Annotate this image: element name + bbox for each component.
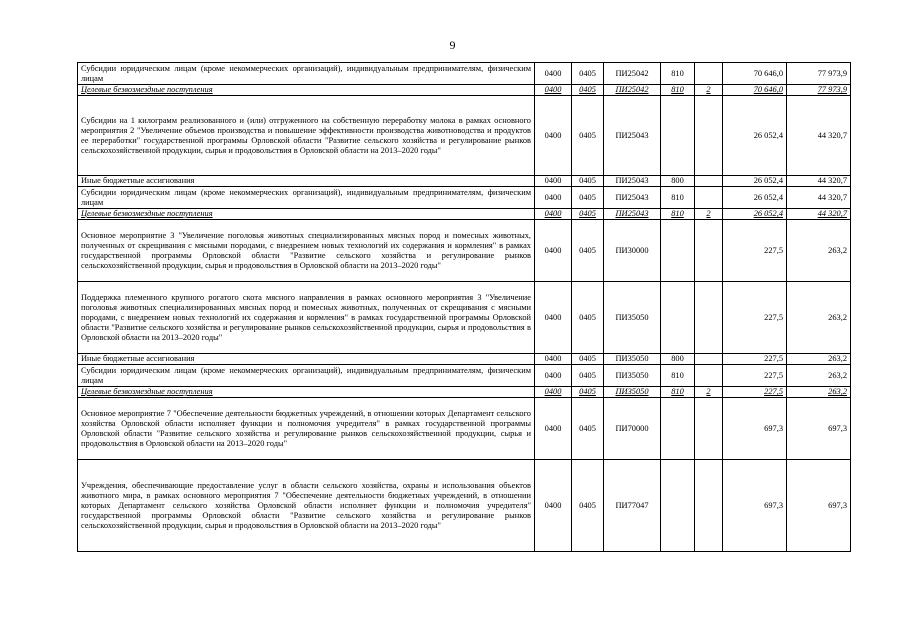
section-code: 0400 xyxy=(535,398,572,460)
source-code xyxy=(695,187,723,209)
subsection-code: 0405 xyxy=(572,63,604,85)
expense-type-code xyxy=(661,398,695,460)
target-article-code: ПИ35050 xyxy=(604,282,661,354)
amount-year-1: 70 646,0 xyxy=(723,63,787,85)
amount-year-1: 697,3 xyxy=(723,398,787,460)
table-row xyxy=(78,187,851,209)
expense-type-code: 810 xyxy=(661,209,695,220)
expense-type-code: 800 xyxy=(661,176,695,187)
source-code xyxy=(695,63,723,85)
section-code: 0400 xyxy=(535,282,572,354)
table-row xyxy=(78,387,851,398)
row-description: Учреждения, обеспечивающие предоставление услуг в области сельского хозяйства, охраны и использования объектов животного мира, в рамках основного мероприятия 7 "Обеспечение деятельности бюджетных учреждений, в отношении которых Департамент сельского хозяйства Орловской области исполняет функции и полномочия учредителя" государственной программы Орловской области "Развитие сельского хозяйства и регулирование рынков сельскохозяйственной продукции, сырья и продовольствия в Орловской области на 2013–2020 годы" xyxy=(78,460,535,552)
amount-year-2: 263,2 xyxy=(787,365,851,387)
table-row xyxy=(78,398,851,460)
table-row xyxy=(78,220,851,282)
table-row xyxy=(78,85,851,96)
section-code: 0400 xyxy=(535,365,572,387)
amount-year-1: 227,5 xyxy=(723,220,787,282)
amount-year-2: 697,3 xyxy=(787,398,851,460)
expense-type-code xyxy=(661,96,695,176)
amount-year-2: 263,2 xyxy=(787,354,851,365)
section-code: 0400 xyxy=(535,85,572,96)
subsection-code: 0405 xyxy=(572,176,604,187)
amount-year-2: 44 320,7 xyxy=(787,176,851,187)
page-number: 9 xyxy=(449,38,456,52)
expense-type-code: 810 xyxy=(661,63,695,85)
target-article-code: ПИ25043 xyxy=(604,187,661,209)
amount-year-2: 77 973,9 xyxy=(787,85,851,96)
target-article-code: ПИ35050 xyxy=(604,354,661,365)
source-code xyxy=(695,354,723,365)
expense-type-code: 810 xyxy=(661,85,695,96)
expense-type-code xyxy=(661,282,695,354)
subsection-code: 0405 xyxy=(572,365,604,387)
amount-year-2: 44 320,7 xyxy=(787,96,851,176)
expense-type-code: 810 xyxy=(661,365,695,387)
table-body xyxy=(78,63,851,552)
row-description: Субсидии юридическим лицам (кроме некоммерческих организаций), индивидуальным предпринимателям, физическим лицам xyxy=(78,187,535,209)
section-code: 0400 xyxy=(535,96,572,176)
section-code: 0400 xyxy=(535,354,572,365)
amount-year-2: 77 973,9 xyxy=(787,63,851,85)
expense-type-code xyxy=(661,220,695,282)
expense-type-code: 800 xyxy=(661,354,695,365)
subsection-code: 0405 xyxy=(572,187,604,209)
amount-year-1: 70 646,0 xyxy=(723,85,787,96)
amount-year-1: 227,5 xyxy=(723,354,787,365)
amount-year-1: 26 052,4 xyxy=(723,176,787,187)
section-code: 0400 xyxy=(535,460,572,552)
table-row xyxy=(78,176,851,187)
amount-year-1: 227,5 xyxy=(723,365,787,387)
target-article-code: ПИ25043 xyxy=(604,209,661,220)
source-code xyxy=(695,220,723,282)
section-code: 0400 xyxy=(535,209,572,220)
section-code: 0400 xyxy=(535,387,572,398)
row-description: Иные бюджетные ассигнования xyxy=(78,354,535,365)
row-description: Целевые безвозмездные поступления xyxy=(78,85,535,96)
source-code xyxy=(695,176,723,187)
amount-year-1: 26 052,4 xyxy=(723,187,787,209)
amount-year-1: 697,3 xyxy=(723,460,787,552)
subsection-code: 0405 xyxy=(572,460,604,552)
subsection-code: 0405 xyxy=(572,96,604,176)
section-code: 0400 xyxy=(535,187,572,209)
table-row xyxy=(78,209,851,220)
subsection-code: 0405 xyxy=(572,209,604,220)
target-article-code: ПИ77047 xyxy=(604,460,661,552)
table-row xyxy=(78,354,851,365)
row-description: Субсидии юридическим лицам (кроме некоммерческих организаций), индивидуальным предпринимателям, физическим лицам xyxy=(78,365,535,387)
section-code: 0400 xyxy=(535,220,572,282)
target-article-code: ПИ25043 xyxy=(604,176,661,187)
subsection-code: 0405 xyxy=(572,282,604,354)
amount-year-1: 26 052,4 xyxy=(723,96,787,176)
amount-year-2: 263,2 xyxy=(787,282,851,354)
amount-year-2: 44 320,7 xyxy=(787,209,851,220)
source-code xyxy=(695,365,723,387)
expense-type-code: 810 xyxy=(661,187,695,209)
source-code: 2 xyxy=(695,85,723,96)
amount-year-2: 263,2 xyxy=(787,387,851,398)
table-row xyxy=(78,365,851,387)
source-code xyxy=(695,460,723,552)
target-article-code: ПИ25042 xyxy=(604,85,661,96)
row-description: Субсидии на 1 килограмм реализованного и (или) отгруженного на собственную переработку молока в рамках основного мероприятия 2 "Увеличение объемов производства и повышение эффективности производства животноводства и продуктов ее переработки" государственной программы Орловской области "Развитие сельского хозяйства и регулирование рынков сельскохозяйственной продукции, сырья и продовольствия в Орловской области на 2013–2020 годы" xyxy=(78,96,535,176)
amount-year-2: 263,2 xyxy=(787,220,851,282)
row-description: Целевые безвозмездные поступления xyxy=(78,209,535,220)
subsection-code: 0405 xyxy=(572,387,604,398)
amount-year-1: 227,5 xyxy=(723,387,787,398)
target-article-code: ПИ25043 xyxy=(604,96,661,176)
row-description: Основное мероприятие 7 "Обеспечение деятельности бюджетных учреждений, в отношении которых Департамент сельского хозяйства Орловской области исполняет функции и полномочия учредителя" в рамках государственной программы Орловской области "Развитие сельского хозяйства и регулирование рынков сельскохозяйственной продукции, сырья и продовольствия в Орловской области на 2013–2020 годы" xyxy=(78,398,535,460)
target-article-code: ПИ25042 xyxy=(604,63,661,85)
amount-year-2: 697,3 xyxy=(787,460,851,552)
section-code: 0400 xyxy=(535,176,572,187)
subsection-code: 0405 xyxy=(572,398,604,460)
row-description: Основное мероприятие 3 "Увеличение поголовья животных специализированных мясных пород и помесных животных, полученных от скрещивания с мясными породами, с внедрением новых технологий их содержания и кормления" в рамках государственной программы Орловской области "Развитие сельского хозяйства и регулирование рынков сельскохозяйственной продукции, сырья и продовольствия в Орловской области на 2013–2020 годы" xyxy=(78,220,535,282)
table-row xyxy=(78,282,851,354)
source-code: 2 xyxy=(695,387,723,398)
row-description: Иные бюджетные ассигнования xyxy=(78,176,535,187)
source-code: 2 xyxy=(695,209,723,220)
target-article-code: ПИ70000 xyxy=(604,398,661,460)
row-description: Поддержка племенного крупного рогатого скота мясного направления в рамках основного мероприятия 3 "Увеличение поголовья животных специализированных мясных пород и помесных животных, полученных от скрещивания с мясными породами, с внедрением новых технологий их содержания и кормления" в рамках государственной программы Орловской области "Развитие сельского хозяйства и регулирование рынков сельскохозяйственной продукции, сырья и продовольствия в Орловской области на 2013–2020 годы" xyxy=(78,282,535,354)
table-row xyxy=(78,460,851,552)
amount-year-2: 44 320,7 xyxy=(787,187,851,209)
subsection-code: 0405 xyxy=(572,220,604,282)
source-code xyxy=(695,398,723,460)
target-article-code: ПИ30000 xyxy=(604,220,661,282)
table-row xyxy=(78,63,851,85)
table-row xyxy=(78,96,851,176)
subsection-code: 0405 xyxy=(572,85,604,96)
source-code xyxy=(695,96,723,176)
amount-year-1: 227,5 xyxy=(723,282,787,354)
subsection-code: 0405 xyxy=(572,354,604,365)
source-code xyxy=(695,282,723,354)
section-code: 0400 xyxy=(535,63,572,85)
amount-year-1: 26 052,4 xyxy=(723,209,787,220)
row-description: Целевые безвозмездные поступления xyxy=(78,387,535,398)
target-article-code: ПИ35050 xyxy=(604,365,661,387)
expense-type-code: 810 xyxy=(661,387,695,398)
budget-table xyxy=(77,62,851,552)
expense-type-code xyxy=(661,460,695,552)
target-article-code: ПИ35050 xyxy=(604,387,661,398)
row-description: Субсидии юридическим лицам (кроме некоммерческих организаций), индивидуальным предпринимателям, физическим лицам xyxy=(78,63,535,85)
